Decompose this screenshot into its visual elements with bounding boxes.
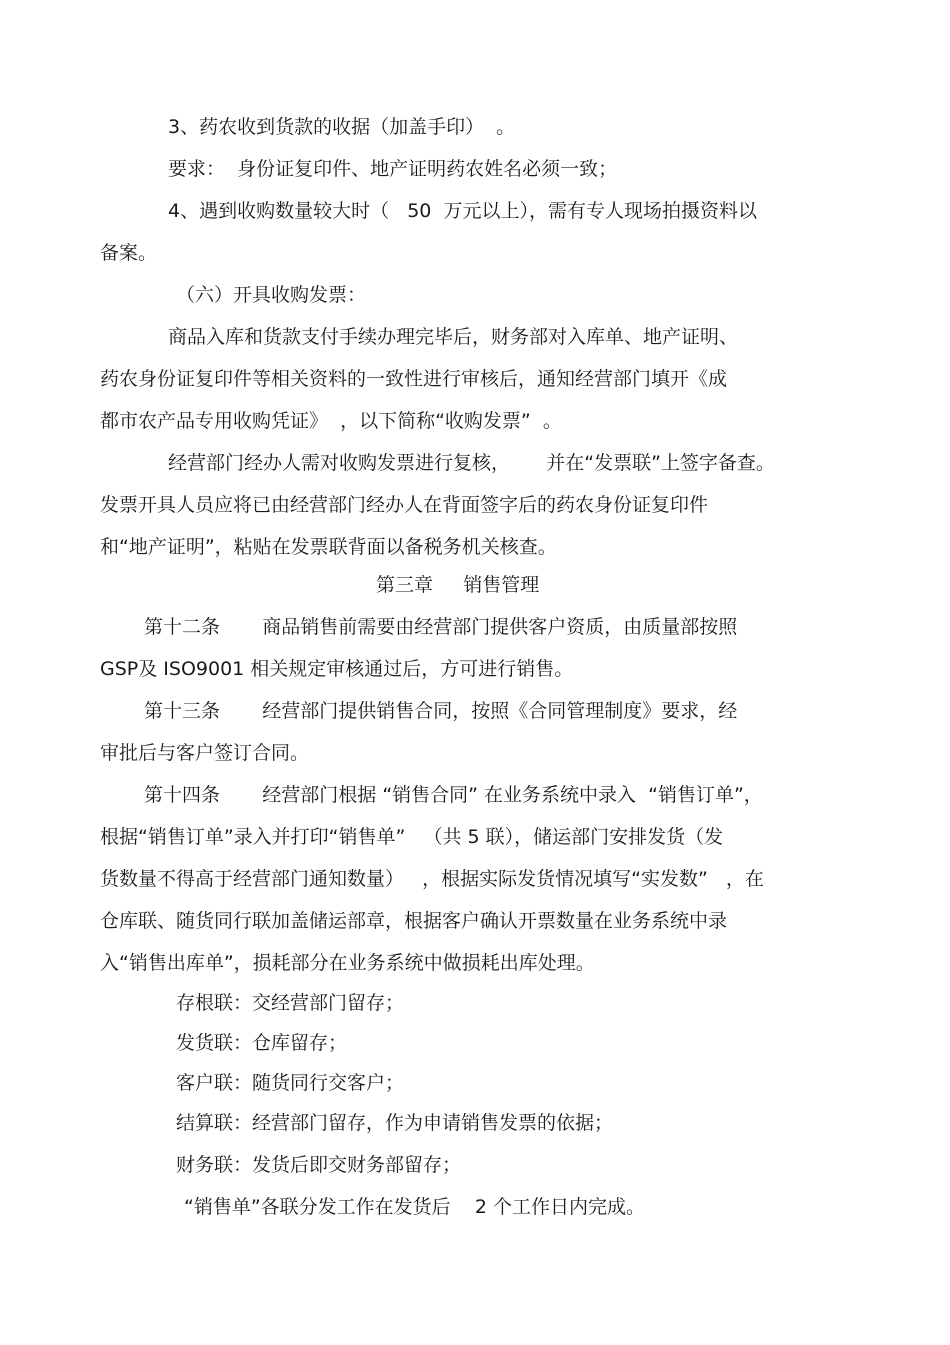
list-item: 结算联：经营部门留存，作为申请销售发票的依据； bbox=[176, 1112, 614, 1134]
section-heading: （六）开具收购发票： bbox=[176, 284, 367, 306]
text-line: 商品入库和货款支付手续办理完毕后，财务部对入库单、地产证明、 bbox=[168, 326, 739, 348]
text-line: 入“销售出库单”，损耗部分在业务系统中做损耗出库处理。 bbox=[100, 952, 595, 974]
text-line: 都市农产品专用收购凭证》 ，以下简称“收购发票” 。 bbox=[100, 410, 562, 432]
article-line: 第十四条 经营部门根据 “销售合同” 在业务系统中录入 “销售订单”， bbox=[144, 784, 763, 806]
text-line: GSP及 ISO9001 相关规定审核通过后，方可进行销售。 bbox=[100, 658, 574, 680]
text-line: 仓库联、随货同行联加盖储运部章，根据客户确认开票数量在业务系统中录 bbox=[100, 910, 728, 932]
text-line: 和“地产证明”，粘贴在发票联背面以备税务机关核查。 bbox=[100, 536, 557, 558]
article-line: 第十二条 商品销售前需要由经营部门提供客户资质，由质量部按照 bbox=[144, 616, 738, 638]
text-line: 要求： 身份证复印件、地产证明药农姓名必须一致； bbox=[168, 158, 618, 180]
text-line: 根据“销售订单”录入并打印“销售单” （共 5 联），储运部门安排发货（发 bbox=[100, 826, 724, 848]
text-line: 4、遇到收购数量较大时（ 50 万元以上），需有专人现场拍摄资料以 bbox=[168, 200, 757, 222]
list-item: 财务联：发货后即交财务部留存； bbox=[176, 1154, 462, 1176]
list-item: 存根联：交经营部门留存； bbox=[176, 992, 405, 1014]
text-line: 经营部门经办人需对收购发票进行复核， 并在“发票联”上签字备查。 bbox=[168, 452, 775, 474]
list-item: 发货联：仓库留存； bbox=[176, 1032, 348, 1054]
chapter-heading: 第三章 销售管理 bbox=[376, 574, 540, 596]
article-line: 第十三条 经营部门提供销售合同，按照《合同管理制度》要求，经 bbox=[144, 700, 738, 722]
text-line: 备案。 bbox=[100, 242, 158, 264]
text-line: 审批后与客户签订合同。 bbox=[100, 742, 310, 764]
text-line: 3、药农收到货款的收据（加盖手印） 。 bbox=[168, 116, 516, 138]
text-line: 药农身份证复印件等相关资料的一致性进行审核后，通知经营部门填开《成 bbox=[100, 368, 728, 390]
list-item: 客户联：随货同行交客户； bbox=[176, 1072, 405, 1094]
text-line: 货数量不得高于经营部门通知数量） ，根据实际发货情况填写“实发数” ，在 bbox=[100, 868, 764, 890]
text-line: “销售单”各联分发工作在发货后 2 个工作日内完成。 bbox=[184, 1196, 645, 1218]
text-line: 发票开具人员应将已由经营部门经办人在背面签字后的药农身份证复印件 bbox=[100, 494, 709, 516]
